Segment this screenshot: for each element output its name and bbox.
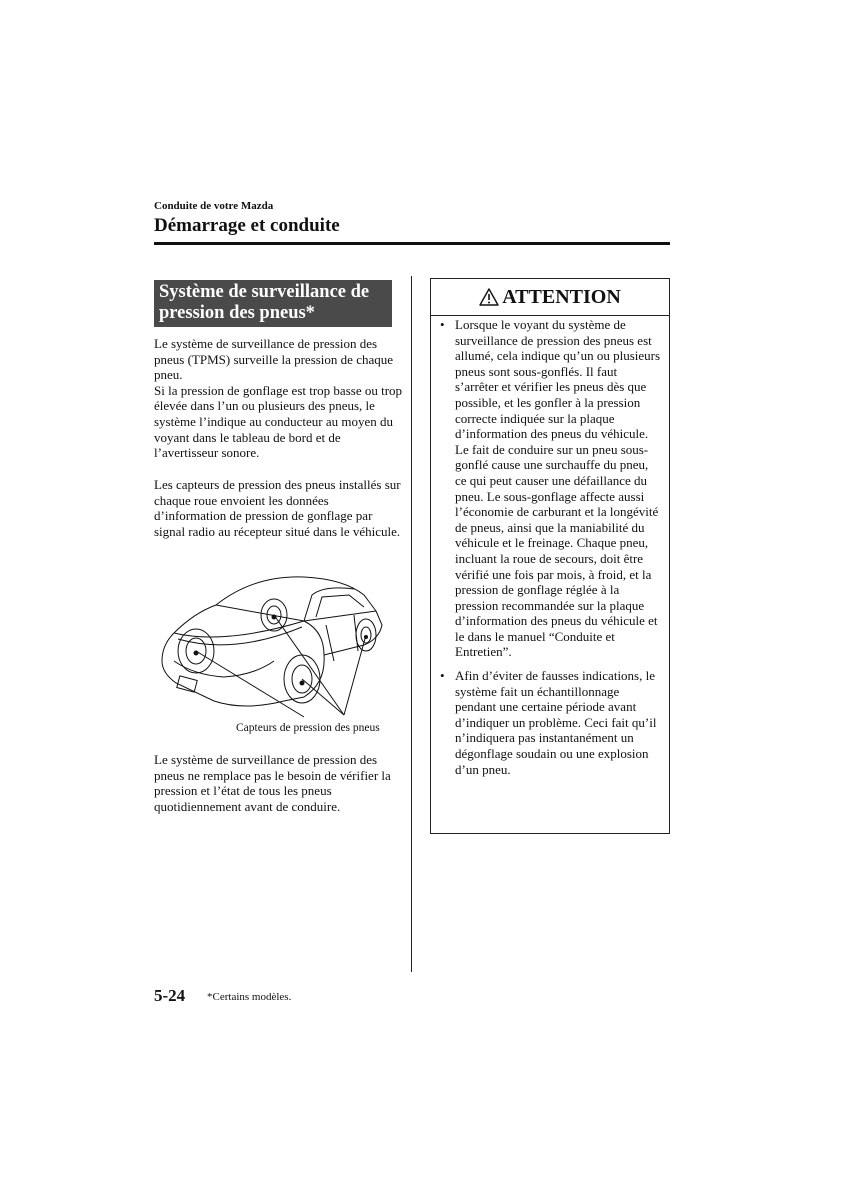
page-title: Démarrage et conduite: [154, 215, 340, 236]
figure-caption: Capteurs de pression des pneus: [236, 722, 380, 734]
warning-title: ATTENTION: [502, 285, 621, 308]
warning-triangle-icon: [479, 288, 499, 306]
warning-item-text: Lorsque le voyant du système de surveillance de pression des pneus est allumé, cela indique qu’un ou plusieurs pneus sont sous-gonflés. Il faut s’arrêter et vérifier les pneus dès que possible, et les gonfler à la pression correcte indiquée sur la plaque d’information des pneus du véhicule. Le fait de conduire sur un pneu sous-gonflé cause une surchauffe du pneu, ce qui peut causer une défaillance du pneu. Le sous-gonflage affecte aussi l’économie de carburant et la longévité de pneus, ainsi que la maniabilité du véhicule et le freinage. Chaque pneu, incluant la roue de secours, doit être vérifié une fois par mois, à froid, et la pression de gonflage réglée à la pression recommandée sur la plaque d’information des pneus du véhicule et le dans le manuel “Conduite et Entretien”.: [455, 317, 661, 660]
section-title: Système de surveillance de pression des pneus*: [154, 280, 392, 327]
page-number: 5-24: [154, 986, 186, 1005]
warning-box: [430, 278, 670, 834]
header-rule: [154, 242, 670, 245]
paragraph-sensors: Les capteurs de pression des pneus installés sur chaque roue envoient les données d’information de pression de gonflage par signal radio au récepteur situé dans le véhicule.: [154, 477, 401, 539]
warning-list: [431, 317, 669, 785]
column-divider: [411, 276, 412, 972]
paragraph-limitation: Le système de surveillance de pression des pneus ne remplace pas le besoin de vérifier la pression et l’état de tous les pneus quotidiennement avant de conduire.: [154, 752, 391, 814]
bullet: •: [440, 668, 445, 684]
chapter-label: Conduite de votre Mazda: [154, 200, 274, 212]
warning-item-text: Afin d’éviter de fausses indications, le système fait un échantillonnage pendant une certaine période avant d’indiquer un problème. Ceci fait qu’il n’indiquera pas instantanément un dégonflage soudain ou une explosion d’un pneu.: [455, 668, 657, 777]
warning-header: [431, 279, 669, 316]
warning-item: [431, 317, 669, 660]
warning-item: [431, 668, 669, 777]
paragraph-intro: Le système de surveillance de pression des pneus (TPMS) surveille la pression de chaque pneu. Si la pression de gonflage est trop basse ou trop élevée dans l’un ou plusieurs des pneus, le système l’indique au conducteur au moyen du voyant dans le tableau de bord et de l’avertisseur sonore.: [154, 336, 403, 461]
bullet: •: [440, 317, 445, 332]
car-sensors-illustration: [154, 565, 394, 720]
footnote: *Certains modèles.: [207, 991, 292, 1003]
